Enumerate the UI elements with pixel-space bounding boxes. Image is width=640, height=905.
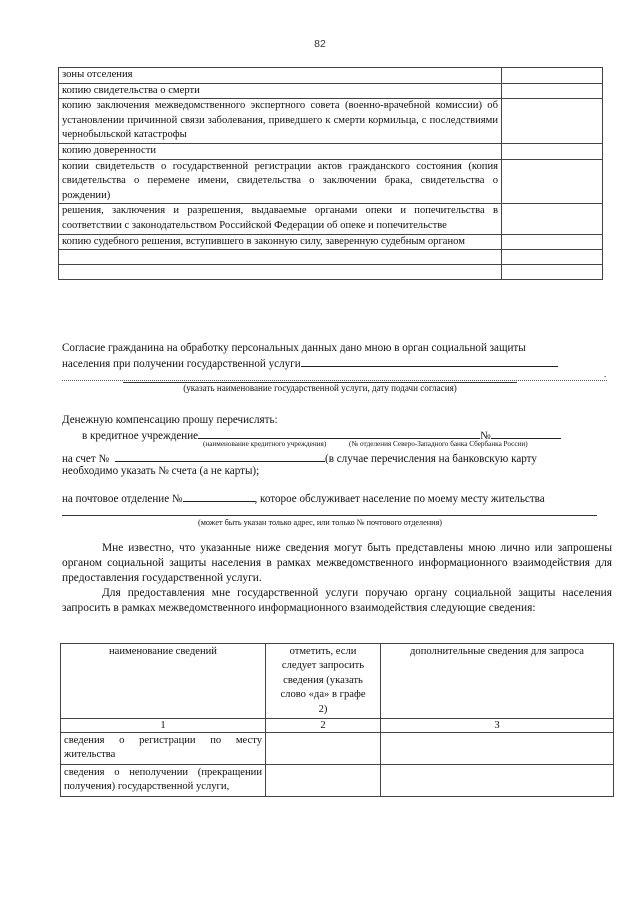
column-number-2: 2 [266, 719, 381, 733]
post-line [62, 490, 545, 507]
table-row [61, 764, 614, 796]
table-header-row [61, 644, 614, 719]
documents-table [58, 67, 603, 280]
mark-cell[interactable] [502, 159, 603, 204]
post-address-field[interactable] [62, 515, 597, 516]
extra-info-cell[interactable] [381, 764, 614, 796]
mark-cell[interactable] [266, 764, 381, 796]
bank-hint: (наименование кредитного учреждения) [203, 440, 327, 448]
table-row [59, 250, 603, 265]
mark-cell[interactable] [502, 83, 603, 99]
mark-cell[interactable] [502, 68, 603, 84]
compensation-label: Денежную компенсацию прошу перечислять: [62, 414, 278, 426]
account-note: необходимо указать № счета (а не карты); [62, 465, 260, 477]
table-row [59, 83, 603, 99]
service-date-field[interactable] [62, 380, 607, 381]
document-cell: копию доверенности [59, 143, 502, 159]
consent-line-2 [62, 355, 558, 372]
document-cell: копию судебного решения, вступившего в законную силу, заверенную судебным органом [59, 234, 502, 250]
post-prefix: на почтовое отделение № [62, 493, 183, 505]
request-table [60, 643, 614, 797]
header-mark: отметить, если следует запросить сведения (указать слово «да» в графе 2) [266, 644, 381, 719]
document-cell[interactable] [59, 265, 502, 280]
mark-cell[interactable] [266, 733, 381, 765]
table-row [59, 99, 603, 144]
header-extra: дополнительные сведения для запроса [381, 644, 614, 719]
mark-cell[interactable] [502, 234, 603, 250]
consent-hint [0, 383, 640, 393]
mark-cell[interactable] [502, 265, 603, 280]
branch-number-field[interactable] [491, 427, 561, 439]
table-row [59, 143, 603, 159]
consent-hint-text: (указать наименование государственной услуги, дату подачи согласия) [123, 382, 517, 393]
extra-info-cell[interactable] [381, 733, 614, 765]
request-paragraph: Для предоставления мне государственной услуги поручаю органу социальной защиты населения запросить в рамках межведомственного информационного взаимодействия следующие сведения: [62, 587, 612, 614]
branch-hint: (№ отделения Северо-Западного банка Сбербанка России) [349, 440, 528, 448]
document-cell[interactable] [59, 250, 502, 265]
document-cell: копию свидетельства о смерти [59, 83, 502, 99]
post-suffix: , которое обслуживает население по моему месту жительства [254, 493, 545, 505]
header-name: наименование сведений [61, 644, 266, 719]
document-cell: копии свидетельств о государственной регистрации актов гражданского состояния (копия свидетельства о перемене имени, свидетельства о заключении брака, свидетельства о рождении) [59, 159, 502, 204]
consent-line-2-text: населения при получении государственной услуги [62, 358, 301, 370]
bank-prefix: в кредитное учреждение [82, 430, 199, 442]
table-row [59, 234, 603, 250]
column-number-1: 1 [61, 719, 266, 733]
number-sign: № [480, 430, 491, 442]
consent-line-1: Согласие гражданина на обработку персональных данных дано мною в орган социальной защиты [62, 342, 526, 354]
document-cell: решения, заключения и разрешения, выдаваемые органами опеки и попечительства в соответствии с законодательством Российской Федерации об опеке и попечительстве [59, 204, 502, 234]
account-suffix: (в случае перечисления на банковскую карту [325, 453, 537, 465]
trailing-dot: . [604, 369, 607, 379]
table-row [59, 68, 603, 84]
info-paragraph: Мне известно, что указанные ниже сведения могут быть представлены мною лично или запрошены органом социальной защиты населения в рамках межведомственного информационного взаимодействия для предоставления государственной услуги. [62, 542, 612, 584]
service-name-field[interactable] [301, 355, 558, 367]
document-cell: копию заключения межведомственного экспертного совета (военно-врачебной комиссии) об установлении причинной связи заболевания, приведшего к смерти кормильца, с последствиями чернобыльской катастрофы [59, 99, 502, 144]
table-row [61, 733, 614, 765]
mark-cell[interactable] [502, 143, 603, 159]
post-office-number-field[interactable] [183, 490, 255, 502]
info-name-cell: сведения о регистрации по месту жительства [61, 733, 266, 765]
info-name-cell: сведения о неполучении (прекращении получения) государственной услуги, [61, 764, 266, 796]
document-cell: зоны отселения [59, 68, 502, 84]
column-number-3: 3 [381, 719, 614, 733]
table-row [59, 159, 603, 204]
column-number-row [61, 719, 614, 733]
bank-name-field[interactable] [198, 427, 480, 439]
mark-cell[interactable] [502, 250, 603, 265]
mark-cell[interactable] [502, 204, 603, 234]
account-number-field[interactable] [115, 450, 325, 462]
account-prefix: на счет № [62, 453, 110, 465]
mark-cell[interactable] [502, 99, 603, 144]
table-row [59, 265, 603, 280]
post-hint: (может быть указан только адрес, или только № почтового отделения) [197, 518, 443, 527]
page-number: 82 [314, 38, 326, 50]
table-row [59, 204, 603, 234]
